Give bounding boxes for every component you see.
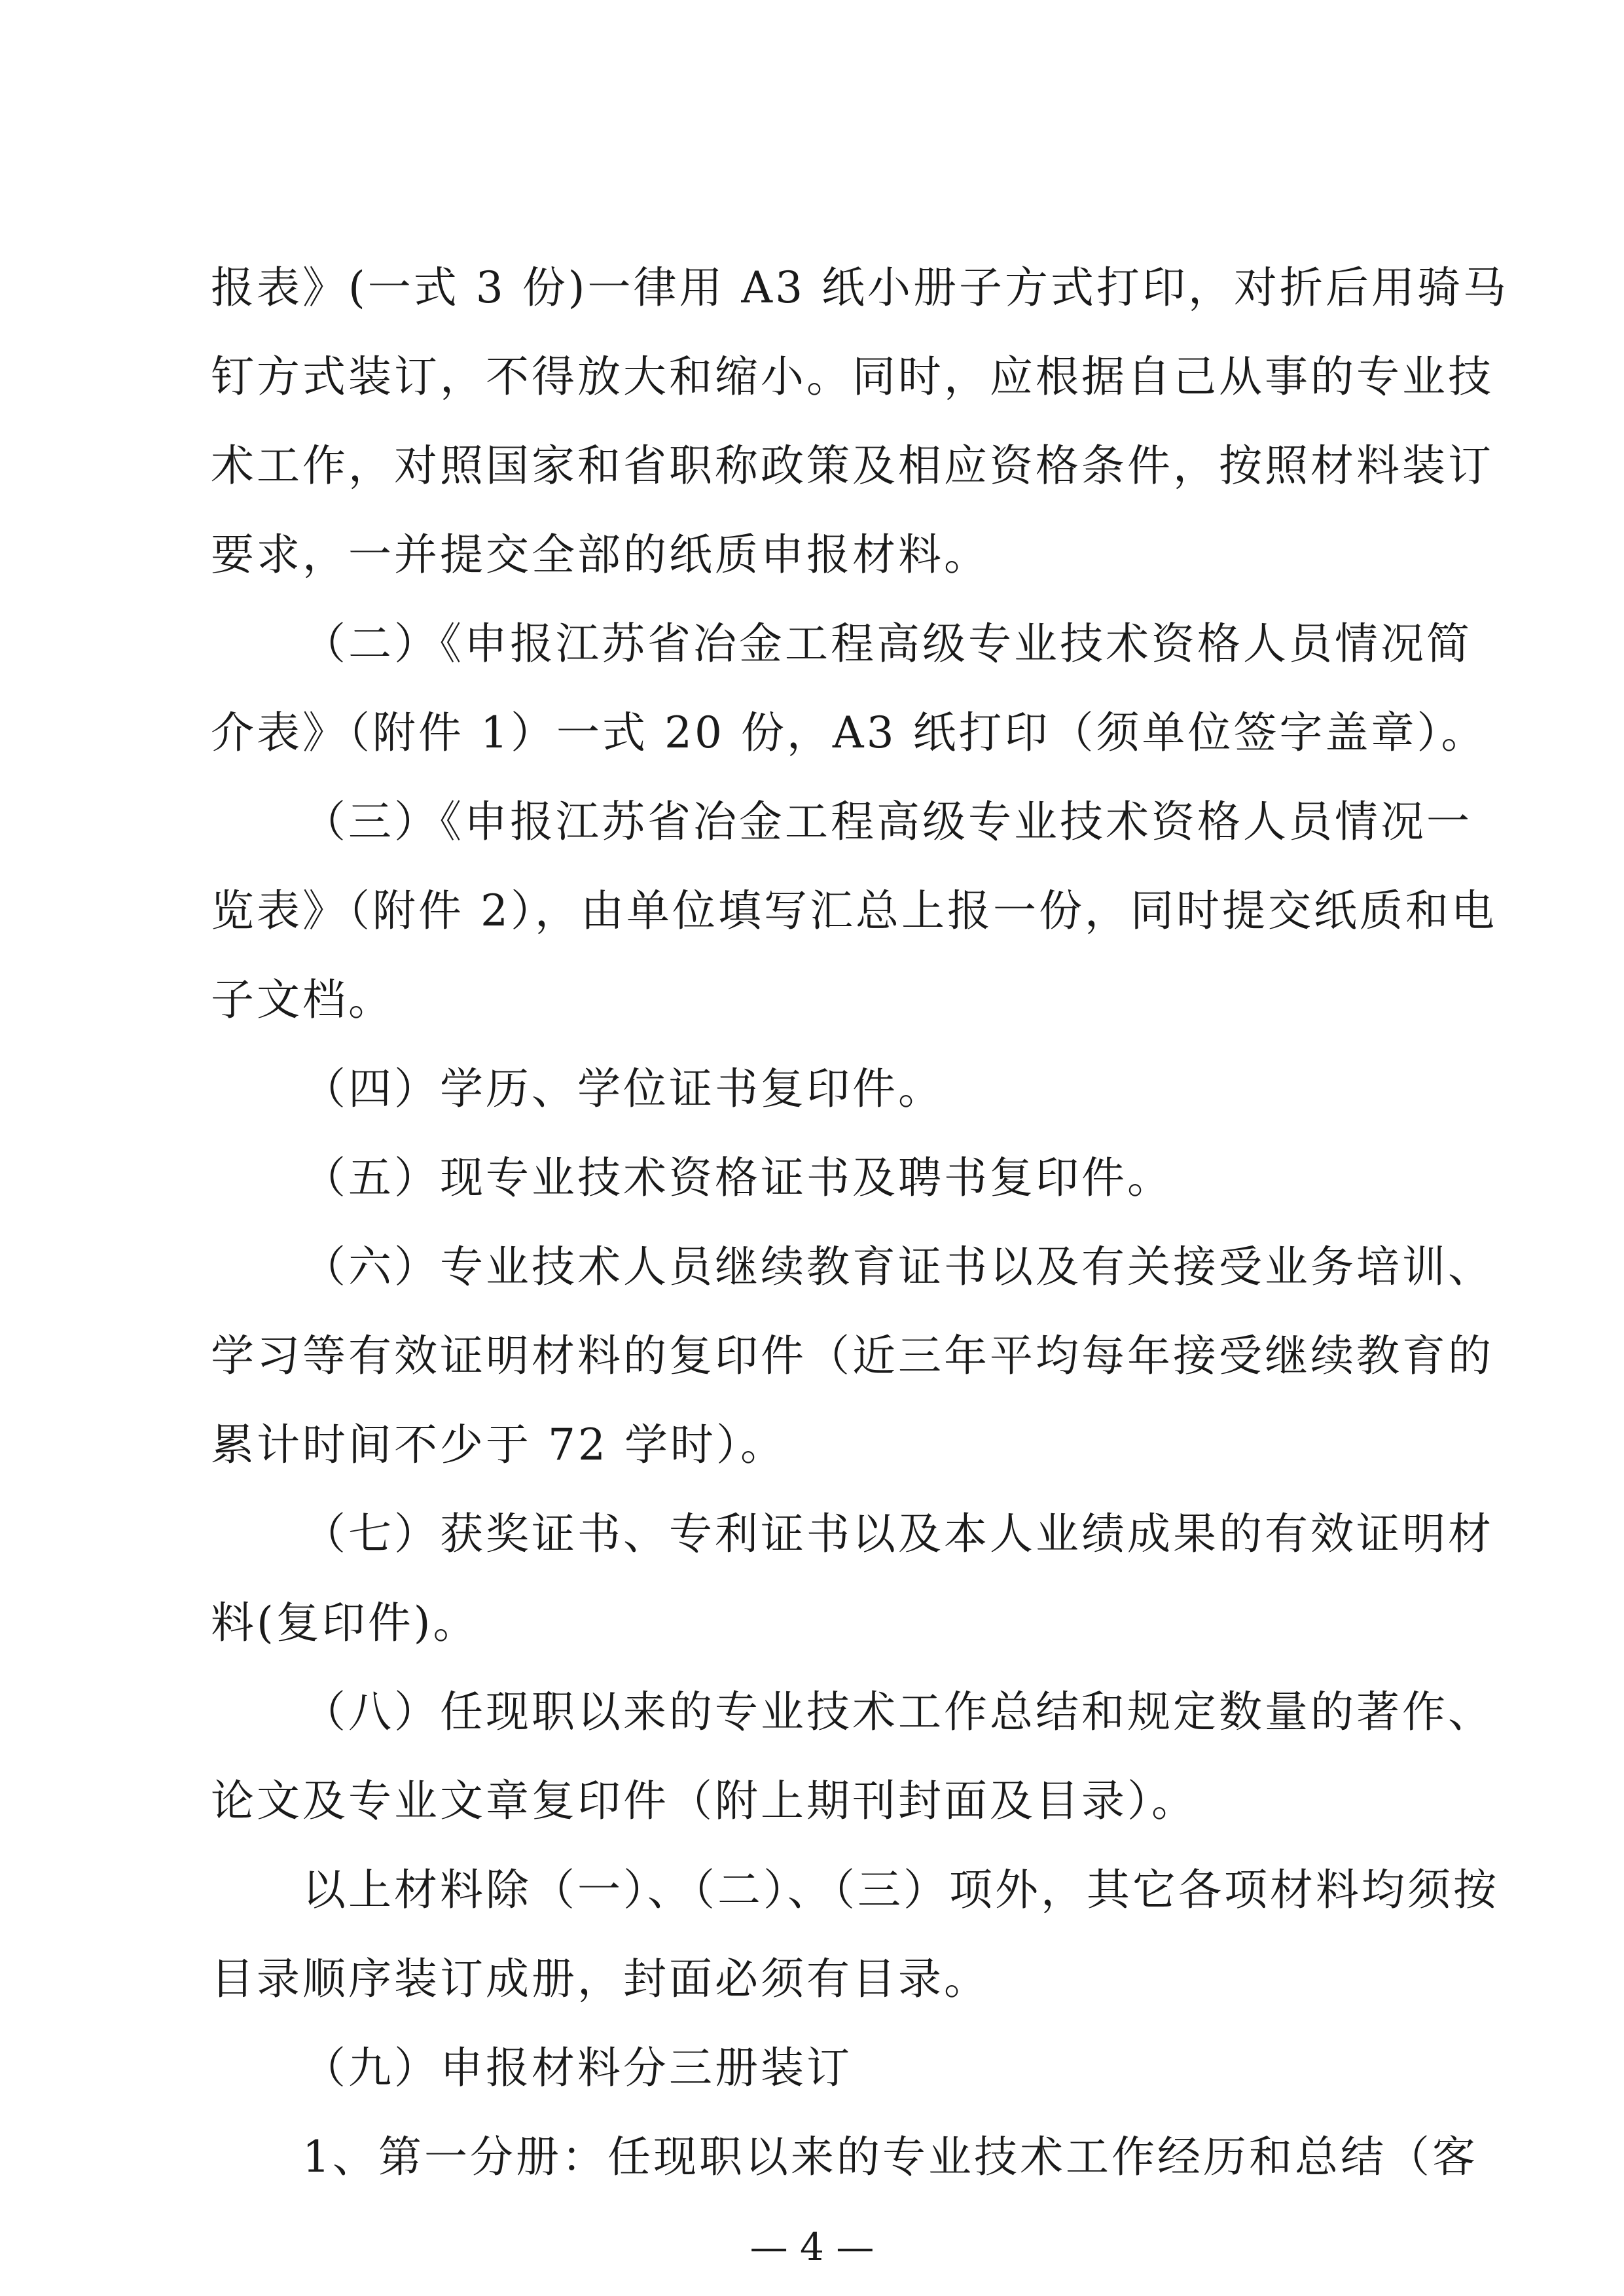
item-9-heading: （九）申报材料分三册装订 [302, 2043, 852, 2093]
item-6-continuation: 学习等有效证明材料的复印件（近三年平均每年接受继续教育的 [211, 1331, 1494, 1381]
item-7-end: 料(复印件)。 [211, 1598, 479, 1648]
item-5: （五）现专业技术资格证书及聘书复印件。 [302, 1153, 1173, 1203]
binding-note-end: 目录顺序装订成册，封面必须有目录。 [211, 1954, 990, 2004]
item-2-continuation: 介表》（附件 1）一式 20 份，A3 纸打印（须单位签字盖章）。 [211, 708, 1487, 758]
page-number: — 4 — [749, 2225, 875, 2269]
item-3-heading: （三）《申报江苏省冶金工程高级专业技术资格人员情况一 [302, 797, 1472, 847]
binding-note: 以上材料除（一）、（二）、（三）项外，其它各项材料均须按 [302, 1865, 1499, 1915]
item-3-continuation: 览表》（附件 2），由单位填写汇总上报一份，同时提交纸质和电 [211, 886, 1497, 936]
item-8-heading: （八）任现职以来的专业技术工作总结和规定数量的著作、 [302, 1687, 1494, 1737]
item-3-end: 子文档。 [211, 975, 394, 1025]
text-line-4: 要求，一并提交全部的纸质申报材料。 [211, 529, 990, 580]
text-line-1: 报表》(一式 3 份)一律用 A3 纸小册子方式打印，对折后用骑马 [211, 262, 1509, 313]
text-line-2: 钉方式装订，不得放大和缩小。同时，应根据自己从事的专业技 [211, 351, 1494, 402]
item-4: （四）学历、学位证书复印件。 [302, 1064, 944, 1114]
item-9-sub-1: 1、第一分册：任现职以来的专业技术工作经历和总结（客 [302, 2132, 1478, 2182]
item-8-end: 论文及专业文章复印件（附上期刊封面及目录）。 [211, 1776, 1197, 1826]
item-2-heading: （二）《申报江苏省冶金工程高级专业技术资格人员情况简 [302, 619, 1472, 669]
item-7-heading: （七）获奖证书、专利证书以及本人业绩成果的有效证明材 [302, 1509, 1494, 1559]
text-line-3: 术工作，对照国家和省职称政策及相应资格条件，按照材料装订 [211, 440, 1494, 491]
item-6-heading: （六）专业技术人员继续教育证书以及有关接受业务培训、 [302, 1242, 1494, 1292]
item-6-end: 累计时间不少于 72 学时）。 [211, 1420, 786, 1470]
